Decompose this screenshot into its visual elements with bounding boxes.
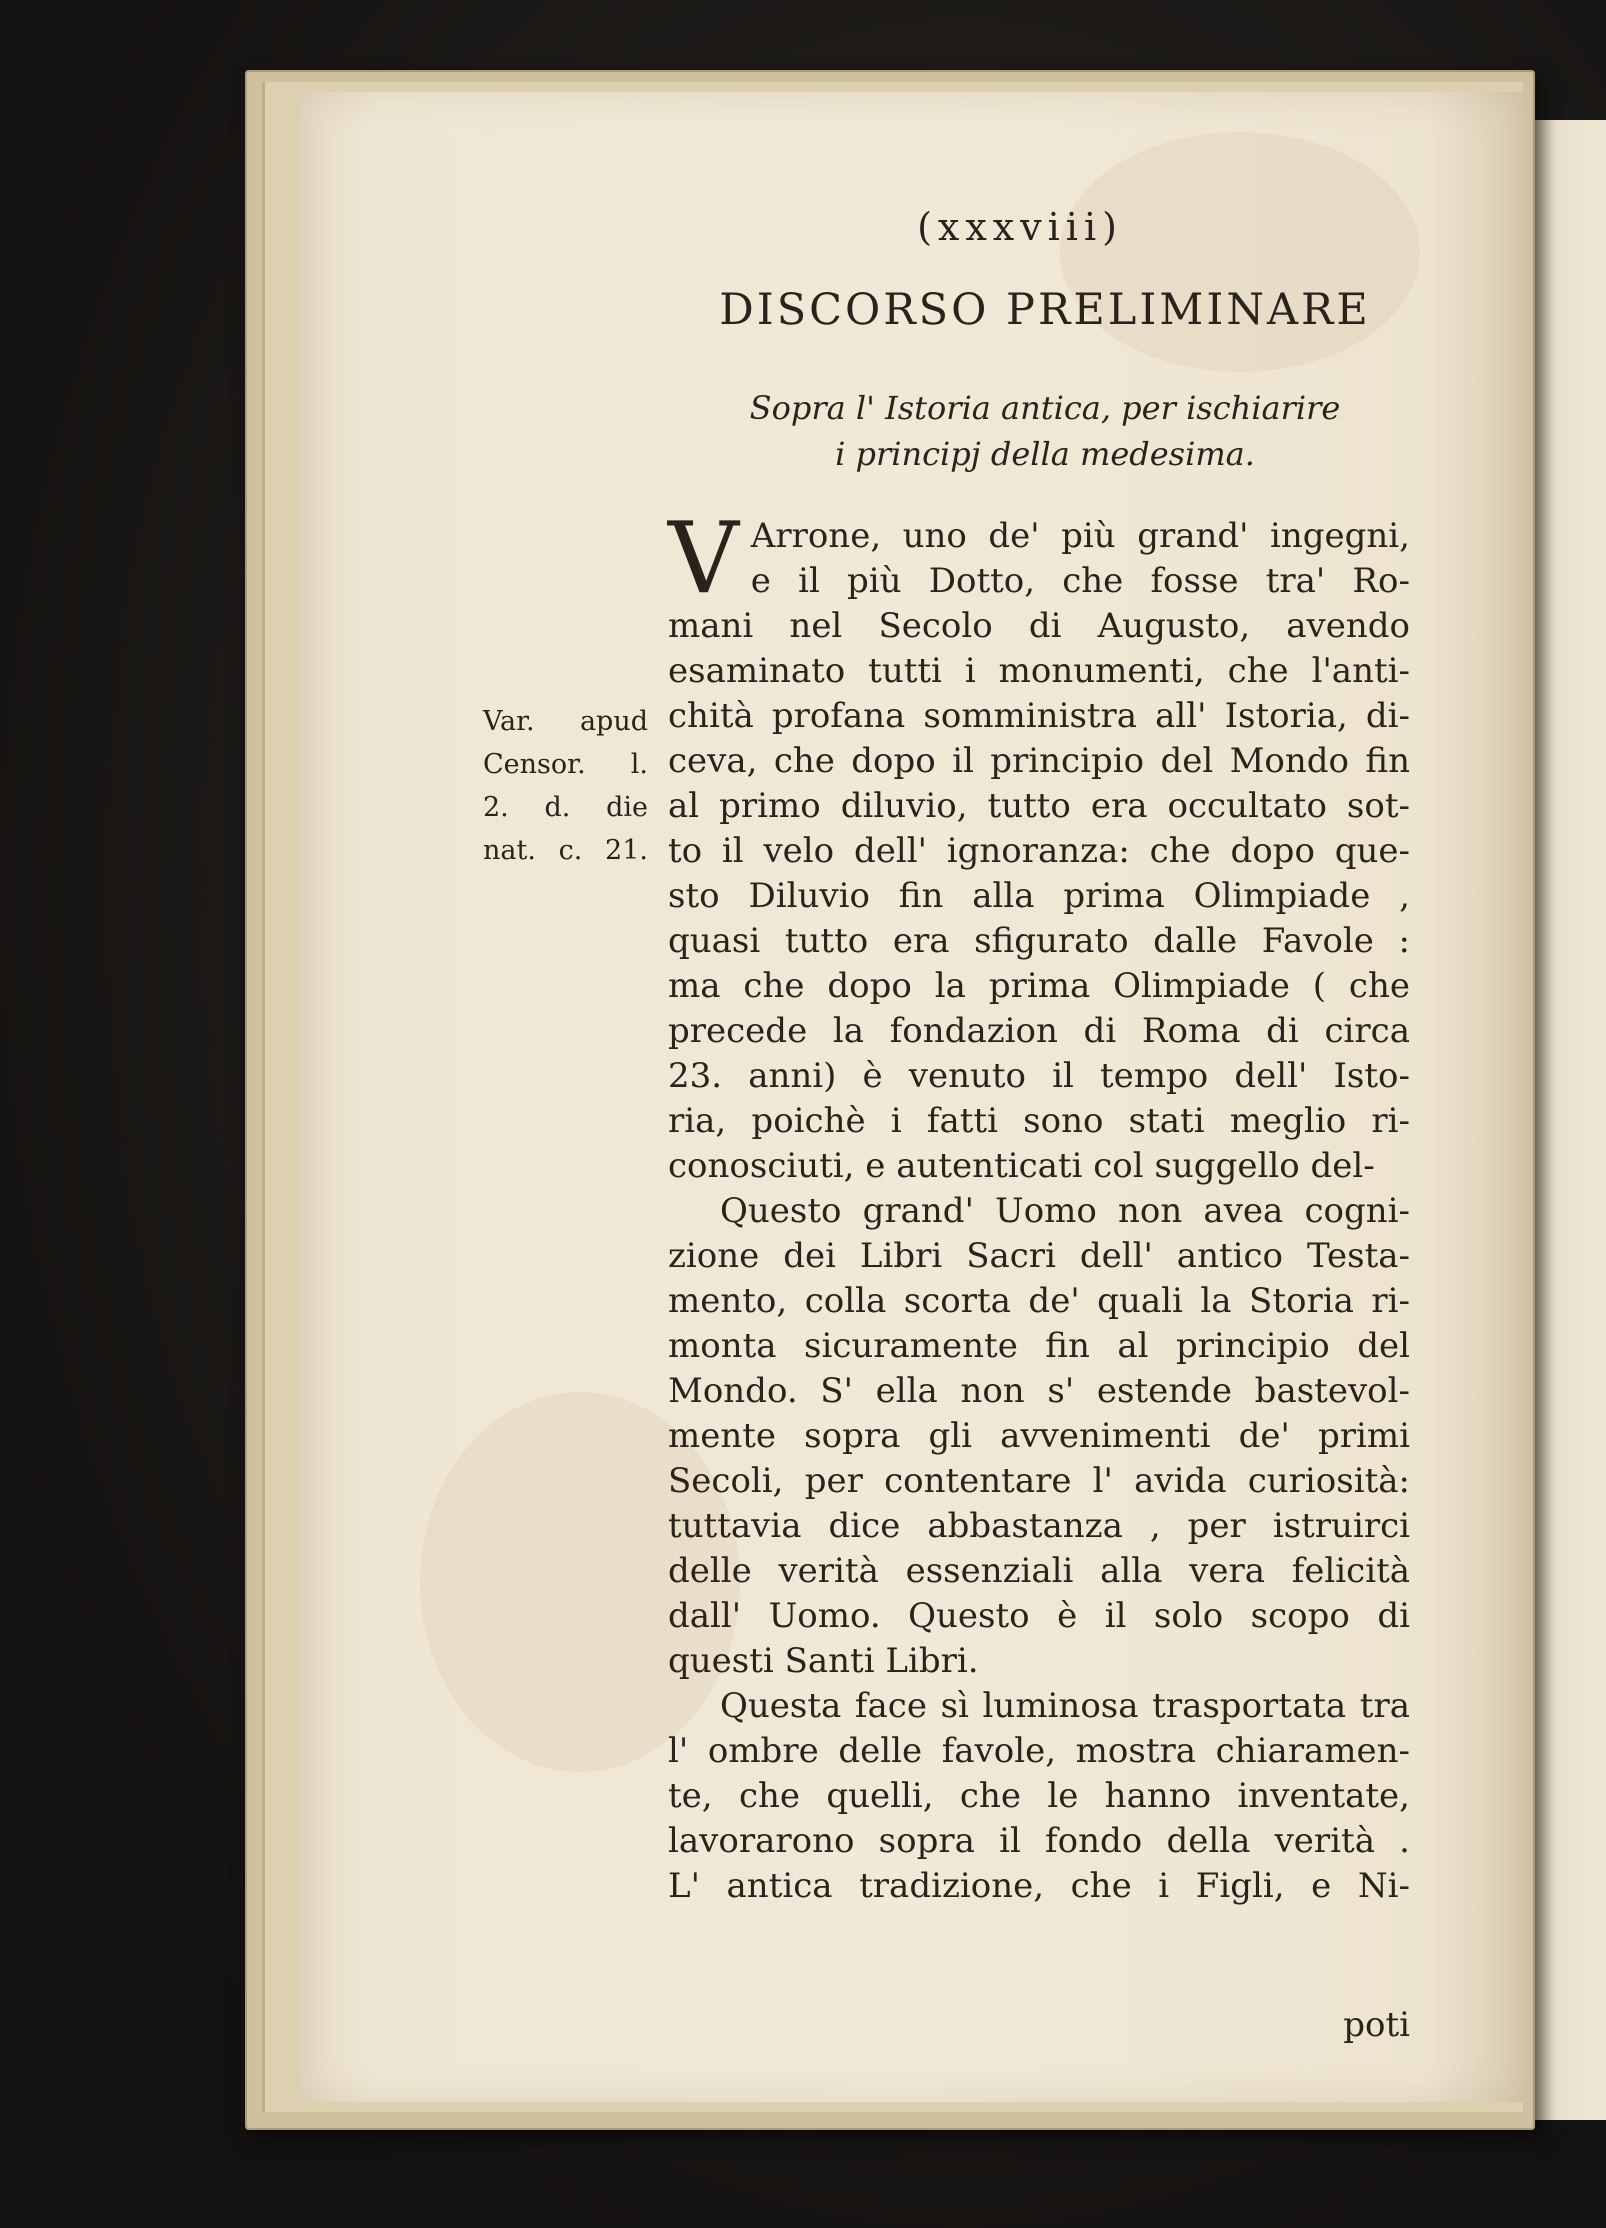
facing-page-edge bbox=[1532, 120, 1606, 2120]
text-line: Questa face sì luminosa trasportata tra bbox=[720, 1686, 1410, 1726]
drop-cap: V bbox=[668, 502, 739, 616]
text-line: dall' Uomo. Questo è il solo scopo di bbox=[668, 1596, 1410, 1636]
text-line: lavorarono sopra il fondo della verità . bbox=[668, 1821, 1410, 1861]
text-line: sto Diluvio fin alla prima Olimpiade , bbox=[668, 876, 1410, 916]
margin-note-line: 2. d. die bbox=[483, 792, 648, 823]
text-line: tuttavia dice abbastanza , per istruirci bbox=[668, 1506, 1410, 1546]
text-line: chità profana somministra all' Istoria, di- bbox=[668, 696, 1410, 736]
text-line: delle verità essenziali alla vera felicità bbox=[668, 1551, 1410, 1591]
paragraph-3 bbox=[668, 1684, 1410, 1909]
text-line: e il più Dotto, che fosse tra' Ro- bbox=[750, 561, 1410, 601]
text-line: L' antica tradizione, che i Figli, e Ni- bbox=[668, 1866, 1410, 1906]
text-line: al primo diluvio, tutto era occultato sot- bbox=[668, 786, 1410, 826]
text-line: Mondo. S' ella non s' estende bastevol- bbox=[668, 1371, 1410, 1411]
text-line: esaminato tutti i monumenti, che l'anti- bbox=[668, 651, 1410, 691]
text-line: ria, poichè i fatti sono stati meglio ri- bbox=[668, 1101, 1410, 1141]
text-line: Questo grand' Uomo non avea cogni- bbox=[720, 1191, 1410, 1231]
text-line: Arrone, uno de' più grand' ingegni, bbox=[750, 516, 1410, 556]
margin-note-line: nat. c. 21. bbox=[483, 835, 648, 866]
text-line: Secoli, per contentare l' avida curiosità: bbox=[668, 1461, 1410, 1501]
text-line: 23. anni) è venuto il tempo dell' Isto- bbox=[668, 1056, 1410, 1096]
text-line: l' ombre delle favole, mostra chiaramen- bbox=[668, 1731, 1410, 1771]
text-line: ma che dopo la prima Olimpiade ( che bbox=[668, 966, 1410, 1006]
text-line: precede la fondazion di Roma di circa bbox=[668, 1011, 1410, 1051]
text-line: monta sicuramente fin al principio del bbox=[668, 1326, 1410, 1366]
text-line: mani nel Secolo di Augusto, avendo bbox=[668, 606, 1410, 646]
subtitle-line: Sopra l' Istoria antica, per ischiarire bbox=[749, 389, 1341, 427]
paper-stain bbox=[1060, 132, 1420, 372]
text-line: mente sopra gli avvenimenti de' primi bbox=[668, 1416, 1410, 1456]
margin-note bbox=[483, 700, 648, 872]
text-line: mento, colla scorta de' quali la Storia ri- bbox=[668, 1281, 1410, 1321]
paragraph-1 bbox=[668, 502, 1410, 1189]
text-line: te, che quelli, che le hanno inventate, bbox=[668, 1776, 1410, 1816]
text-line: zione dei Libri Sacri dell' antico Testa- bbox=[668, 1236, 1410, 1276]
text-line: to il velo dell' ignoranza: che dopo que- bbox=[668, 831, 1410, 871]
text-line: ceva, che dopo il principio del Mondo fin bbox=[668, 741, 1410, 781]
body-text bbox=[668, 502, 1410, 1909]
page-title: DISCORSO PRELIMINARE bbox=[719, 285, 1371, 335]
page-number: (xxxviii) bbox=[917, 205, 1123, 249]
margin-note-line: Var. apud bbox=[483, 706, 648, 737]
text-line: quasi tutto era sfigurato dalle Favole : bbox=[668, 921, 1410, 961]
catchword: poti bbox=[1343, 2005, 1410, 2045]
paragraph-2 bbox=[668, 1189, 1410, 1684]
subtitle bbox=[680, 385, 1410, 477]
text-line: conosciuti, e autenticati col suggello del- bbox=[668, 1146, 1375, 1186]
text-line: questi Santi Libri. bbox=[668, 1641, 979, 1681]
margin-note-line: Censor. l. bbox=[483, 749, 648, 780]
subtitle-line: i principj della medesima. bbox=[835, 435, 1255, 473]
